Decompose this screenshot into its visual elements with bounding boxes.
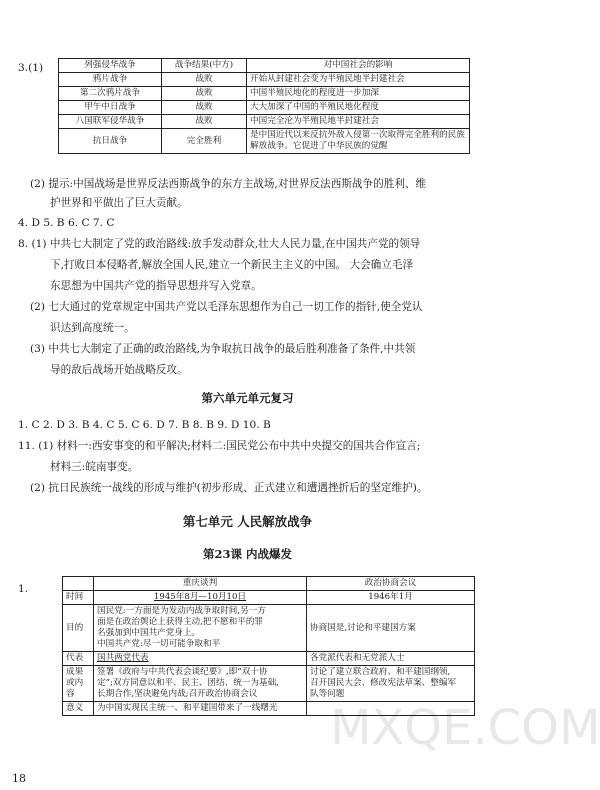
result-line: 签署《政府与中共代表会谈纪要》,即“双十协 [97, 667, 268, 677]
q11-line1: 11. (1) 材料一:西安事变的和平解决;材料二:国民党公布中共中央提交的国共合作宣言; [18, 440, 421, 452]
q8-line5: 识达到高度统一。 [50, 322, 135, 334]
q3-war-table [58, 58, 470, 154]
q1-number: 1. [18, 583, 29, 595]
table-corner [63, 577, 94, 591]
q8-line3: 东思想为中国共产党的指导思想并写入党章。 [50, 280, 262, 292]
table-cell [307, 702, 475, 716]
goal-line: 名强加到中国共产党身上。 [97, 628, 201, 638]
q8-line1: 8. (1) 中共七大制定了党的政治路线:放手发动群众,壮大人民力量,在中国共产党的领导 [18, 238, 421, 250]
goal-line: 中国共产党:尽一切可能争取和平 [97, 639, 221, 649]
table-cell: 完全胜利 [162, 129, 247, 154]
table-cell: 抗日战争 [59, 129, 162, 154]
watermark-text: MXQE.COM [330, 700, 600, 756]
table-cell: 大大加深了中国的半殖民地化程度 [247, 101, 470, 115]
unit6-mc-answers: 1. C 2. D 3. B 4. C 5. C 6. D 7. B 8. B 9. D 10. B [18, 419, 271, 431]
table-cell [307, 666, 475, 702]
q3-number: 3.(1) [18, 62, 44, 74]
result-line: 长期合作,坚决避免内战;召开政治协商会议 [97, 689, 258, 699]
table-cell: 甲午中日战争 [59, 101, 162, 115]
table-row [59, 101, 470, 115]
table-cell: 中国完全沦为半殖民地半封建社会 [247, 115, 470, 129]
unit6-title: 第六单元单元复习 [201, 391, 294, 405]
table-cell: 协商国是,讨论和平建国方案 [307, 605, 475, 652]
q8-line2: 下,打败日本侵略者,解放全国人民,建立一个新民主主义的中国。 大会确立毛泽 [50, 259, 414, 271]
table-cell: 战败 [162, 73, 247, 87]
table-row [59, 73, 470, 87]
result-line: 召开国民大会、修改宪法草案、整编军 [310, 678, 457, 688]
table-header: 政治协商会议 [307, 577, 475, 591]
lesson-title: 第23课 内战爆发 [202, 547, 292, 561]
table-cell: 国共两党代表 [94, 652, 307, 666]
table-cell [94, 666, 307, 702]
q8-line4: (2) 七大通过的党章规定中国共产党以毛泽东思想作为自己一切工作的指针,使全党认 [30, 301, 423, 313]
q8-line6: (3) 中共七大制定了正确的政治路线,为争取抗日战争的最后胜利准备了条件,中共领 [30, 343, 416, 355]
table-cell: 第二次鸦片战争 [59, 87, 162, 101]
table-row [59, 87, 470, 101]
q3-part2-line1: (2) 提示:中国战场是世界反法西斯战争的东方主战场,对世界反法西斯战争的胜利、维 [30, 178, 427, 190]
q4-7-answers: 4. D 5. B 6. C 7. C [18, 217, 115, 229]
table-cell: 各党派代表和无党派人士 [307, 652, 475, 666]
table-cell: 战败 [162, 101, 247, 115]
table-row [63, 605, 475, 652]
result-line: 队等问题 [310, 689, 345, 699]
table-cell: 鸦片战争 [59, 73, 162, 87]
table-cell: 中国半殖民地化的程度进一步加深 [247, 87, 470, 101]
row-label: 代表 [63, 652, 94, 666]
table-cell [94, 605, 307, 652]
table-cell: 1945年8月—10月10日 [94, 591, 307, 605]
table-cell: 战败 [162, 87, 247, 101]
table-header: 战争结果(中方) [162, 59, 247, 73]
goal-line: 国民党:一方面是为发动内战争取时间,另一方 [97, 606, 266, 616]
row-label: 成果或内容 [63, 666, 94, 702]
table-header: 列强侵华战争 [59, 59, 162, 73]
result-line: 讨论了建立联合政府、和平建国纲领, [310, 667, 451, 677]
row-label: 时间 [63, 591, 94, 605]
table-cell: 为中国实现民主统一、和平建国带来了一线曙光 [94, 702, 307, 716]
table-cell: 八国联军侵华战争 [59, 115, 162, 129]
table-cell: 1946年1月 [307, 591, 475, 605]
row-label: 目的 [63, 605, 94, 652]
goal-line: 面是在政治舆论上获得主动,把不愿和平的罪 [97, 617, 264, 627]
table-row [63, 591, 475, 605]
table-row [63, 652, 475, 666]
table-row [59, 129, 470, 154]
q11-line3: (2) 抗日民族统一战线的形成与维护(初步形成、正式建立和遭遇挫折后的坚定维护)。 [30, 482, 428, 494]
unit7-title: 第七单元 人民解放战争 [182, 514, 313, 529]
q8-line7: 导的敌后战场开始战略反攻。 [50, 364, 188, 376]
table-cell: 开始从封建社会变为半殖民地半封建社会 [247, 73, 470, 87]
q11-line2: 材料三:皖南事变。 [50, 461, 139, 473]
table-header: 重庆谈判 [94, 577, 307, 591]
table-header: 对中国社会的影响 [247, 59, 470, 73]
row-label: 意义 [63, 702, 94, 716]
q3-part2-line2: 护世界和平做出了巨大贡献。 [50, 197, 188, 209]
result-line: 定”;双方同意以和平、民主、团结、统一为基础, [97, 678, 279, 688]
table-row [63, 666, 475, 702]
page-number: 18 [12, 772, 26, 785]
table-row [59, 115, 470, 129]
table-cell: 战败 [162, 115, 247, 129]
table-row [63, 702, 475, 716]
q1-comparison-table [62, 576, 475, 716]
table-cell: 是中国近代以来反抗外敌入侵第一次取得完全胜利的民族解放战争。它促进了中华民族的觉醒 [247, 129, 470, 154]
